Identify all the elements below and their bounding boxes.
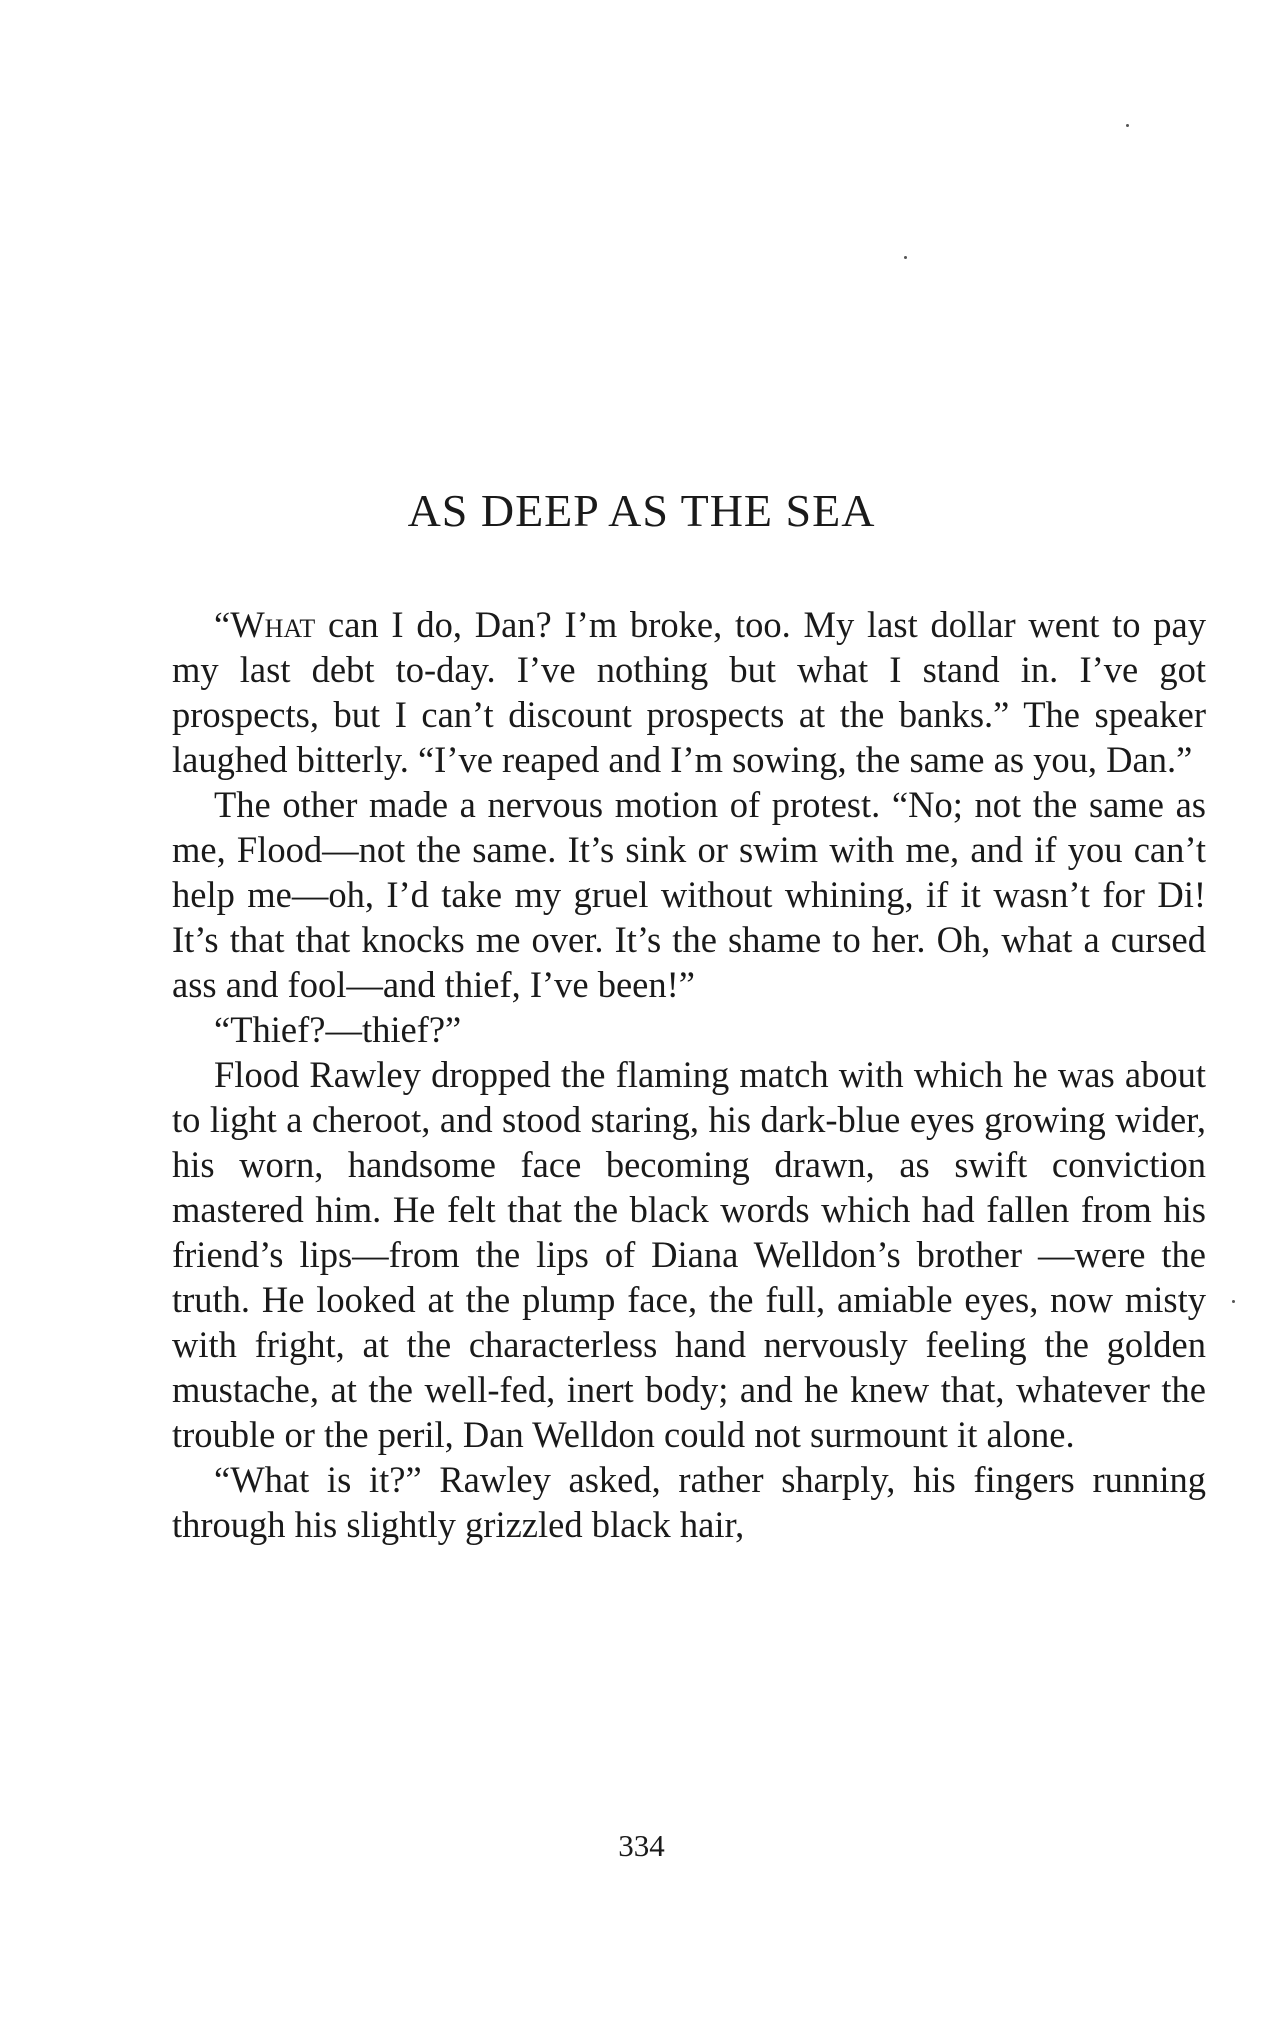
paragraph-text: can I do, Dan? I’m broke, too. My last dollar went to pay my last debt to-day. I’ve nothing but what I stand in. I’ve got prospects, but I can’t discount prospects at the banks.” The speaker laughed bitterly. “I’ve reaped and I’m sowing, the same as you, Dan.”	[172, 604, 1206, 780]
page-number: 334	[618, 1828, 665, 1863]
paragraph: The other made a nervous motion of protest. “No; not the same as me, Flood—not the same. It’s sink or swim with me, and if you can’t help me—oh, I’d take my gruel without whining, if it wasn’t for Di! It’s that that knocks me over. It’s the shame to her. Oh, what a cursed ass and fool—and thief, I’ve been!”	[172, 784, 1206, 1005]
paper-speck	[1232, 1300, 1235, 1303]
paragraph	[172, 602, 1206, 782]
paper-speck	[904, 256, 907, 259]
paragraph: “What is it?” Rawley asked, rather sharply, his fingers running through his slightly grizzled black hair,	[172, 1459, 1206, 1545]
body-text	[172, 602, 1206, 1547]
paper-speck	[1126, 124, 1129, 127]
chapter-title: AS DEEP AS THE SEA	[407, 485, 876, 536]
paragraph: Flood Rawley dropped the flaming match with which he was about to light a cheroot, and stood staring, his dark-blue eyes growing wider, his worn, handsome face becoming drawn, as swift conviction mastered him. He felt that the black words which had fallen from his friend’s lips—from the lips of Diana Welldon’s brother —were the truth. He looked at the plump face, the full, amiable eyes, now misty with fright, at the characterless hand nervously feeling the golden mustache, at the well-fed, inert body; and he knew that, whatever the trouble or the peril, Dan Welldon could not surmount it alone.	[172, 1054, 1206, 1455]
opening-word: “What	[214, 604, 316, 645]
paragraph: “Thief?—thief?”	[214, 1009, 462, 1050]
